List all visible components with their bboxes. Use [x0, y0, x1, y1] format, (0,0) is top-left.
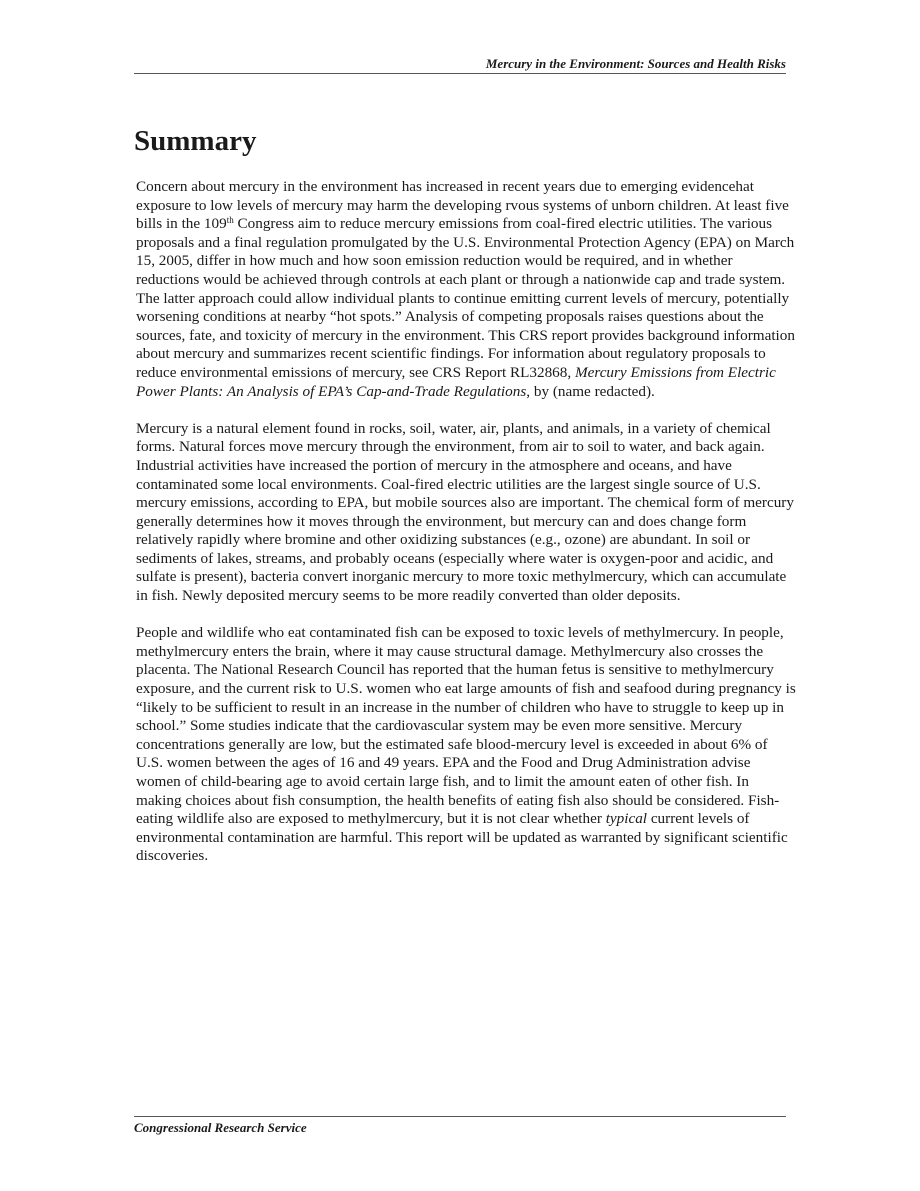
emphasis-typical: typical [605, 810, 648, 828]
page-title: Summary [134, 125, 257, 157]
ordinal-suffix: th [226, 215, 234, 226]
footer-organization: Congressional Research Service [134, 1120, 307, 1135]
paragraph-1 [136, 178, 796, 401]
header-rule [134, 73, 786, 74]
running-header [134, 56, 786, 72]
paragraph-1-text-a: Concern about mercury in the environment has increased in recent years due to emerging evidencehat exposure to low levels of mercury may harm the developing rvous systems of unborn children. At least five bills in the 109 [136, 178, 789, 233]
paragraph-3-text-b: current levels of environmental contamination are harmful. This report will be updated as warranted by significant scientific discoveries. [136, 810, 788, 865]
paragraph-3-text-a: People and wildlife who eat contaminated fish can be exposed to toxic levels of methylmercury. In people, methylmercury enters the brain, where it may cause structural damage. Methylmercury also crosses the placenta. The National Research Council has reported that the human fetus is sensitive to methylmercury exposure, and the current risk to U.S. women who eat large amounts of fish and seafood during pregnancy is “likely to be sufficient to result in an increase in the number of children who have to struggle to keep up in school.” Some studies indicate that the cardiovascular system may be even more sensitive. Mercury concentrations generally are low, but the estimated safe blood-mercury level is exceeded in about 6% of U.S. women between the ages of 16 and 49 years. EPA and the Food and Drug Administration advise women of child-bearing age to avoid certain large fish, and to limit the amount eaten of other fish. In making choices about fish consumption, the health benefits of eating fish also should be considered. Fish-eating wildlife also are exposed to methylmercury, but it is not clear whether [136, 624, 796, 828]
paragraph-1-text-b: Congress aim to reduce mercury emissions from coal-fired electric utilities. The various proposals and a final regulation promulgated by the U.S. Environmental Protection Agency (EPA) on March 15, 2005, differ in how much and how soon emission reduction would be required, and in whether reductions would be achieved through controls at each plant or through a nationwide cap and trade system. The latter approach could allow individual plants to continue emitting current levels of mercury, potentially worsening conditions at nearby “hot spots.” Analysis of competing proposals raises questions about the sources, fate, and toxicity of mercury in the environment. This CRS report provides background information about mercury and summarizes recent scientific findings. For information about regulatory proposals to reduce environmental emissions of mercury, see CRS Report RL32868, [136, 215, 795, 381]
paragraph-1-text-c: , by (name redacted). [526, 382, 655, 400]
footer-rule [134, 1116, 786, 1117]
page-footer [134, 1120, 307, 1136]
paragraph-3 [136, 624, 796, 866]
running-title: Mercury in the Environment: Sources and Health Risks [485, 56, 786, 71]
summary-body [136, 178, 796, 885]
paragraph-2: Mercury is a natural element found in rocks, soil, water, air, plants, and animals, in a variety of chemical forms. Natural forces move mercury through the environment, from air to soil to water, and back again. Industrial activities have increased the portion of mercury in the atmosphere and oceans, and have contaminated some local environments. Coal-fired electric utilities are the largest single source of U.S. mercury emissions, according to EPA, but mobile sources also are important. The chemical form of mercury generally determines how it moves through the environment, but mercury can and does change form relatively rapidly where bromine and other oxidizing substances (e.g., ozone) are abundant. In soil or sediments of lakes, streams, and probably oceans (especially where water is oxygen-poor and acidic, and sulfate is present), bacteria convert inorganic mercury to more toxic methylmercury, which can accumulate in fish. Newly deposited mercury seems to be more readily converted than older deposits. [136, 419, 794, 605]
report-title: Mercury Emissions from Electric Power Plants: An Analysis of EPA’s Cap-and-Trade Regulations [136, 363, 776, 400]
